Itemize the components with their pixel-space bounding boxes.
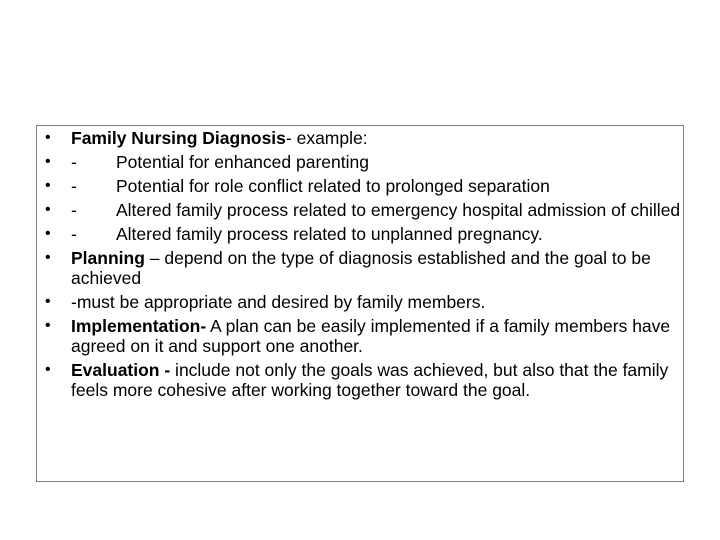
list-item <box>45 316 685 356</box>
item-text: Altered family process related to emergency hospital admission of chilled <box>116 200 681 220</box>
bullet-dot: • <box>45 293 51 310</box>
list-item <box>45 292 685 312</box>
bullet-dot: • <box>45 249 51 266</box>
bullet-dot: • <box>45 177 51 194</box>
item-text: include not only the goals was achieved, but also that the family feels more cohesive after working together toward the goal. <box>71 360 669 400</box>
item-text: Potential for enhanced parenting <box>116 152 369 172</box>
bullet-dot: • <box>45 225 51 242</box>
bullet-list <box>45 126 685 400</box>
item-dash: - <box>71 176 77 196</box>
item-text: Potential for role conflict related to prolonged separation <box>116 176 550 196</box>
list-item <box>45 224 685 244</box>
item-text: A plan can be easily implemented if a family members have agreed on it and support one another. <box>71 316 671 356</box>
bullet-dot: • <box>45 153 51 170</box>
item-bold: Implementation- <box>71 316 207 336</box>
bullet-dot: • <box>45 317 51 334</box>
item-text: -must be appropriate and desired by family members. <box>71 292 486 312</box>
item-text: – depend on the type of diagnosis established and the goal to be achieved <box>71 248 651 288</box>
item-bold: Planning <box>71 248 145 268</box>
item-dash: - <box>71 152 77 172</box>
item-bold: Evaluation - <box>71 360 171 380</box>
bullet-dot: • <box>45 361 51 378</box>
item-text: Altered family process related to unplanned pregnancy. <box>116 224 543 244</box>
item-bold: Family Nursing Diagnosis <box>71 128 286 148</box>
list-item <box>45 360 685 400</box>
item-text: - example: <box>285 128 368 148</box>
bullet-dot: • <box>45 129 51 146</box>
item-dash: - <box>71 200 77 220</box>
list-item <box>45 128 685 148</box>
bullet-dot: • <box>45 201 51 218</box>
list-item <box>45 248 685 288</box>
list-item <box>45 200 685 220</box>
content-box <box>36 125 684 482</box>
list-item <box>45 176 685 196</box>
item-dash: - <box>71 224 77 244</box>
list-item <box>45 152 685 172</box>
